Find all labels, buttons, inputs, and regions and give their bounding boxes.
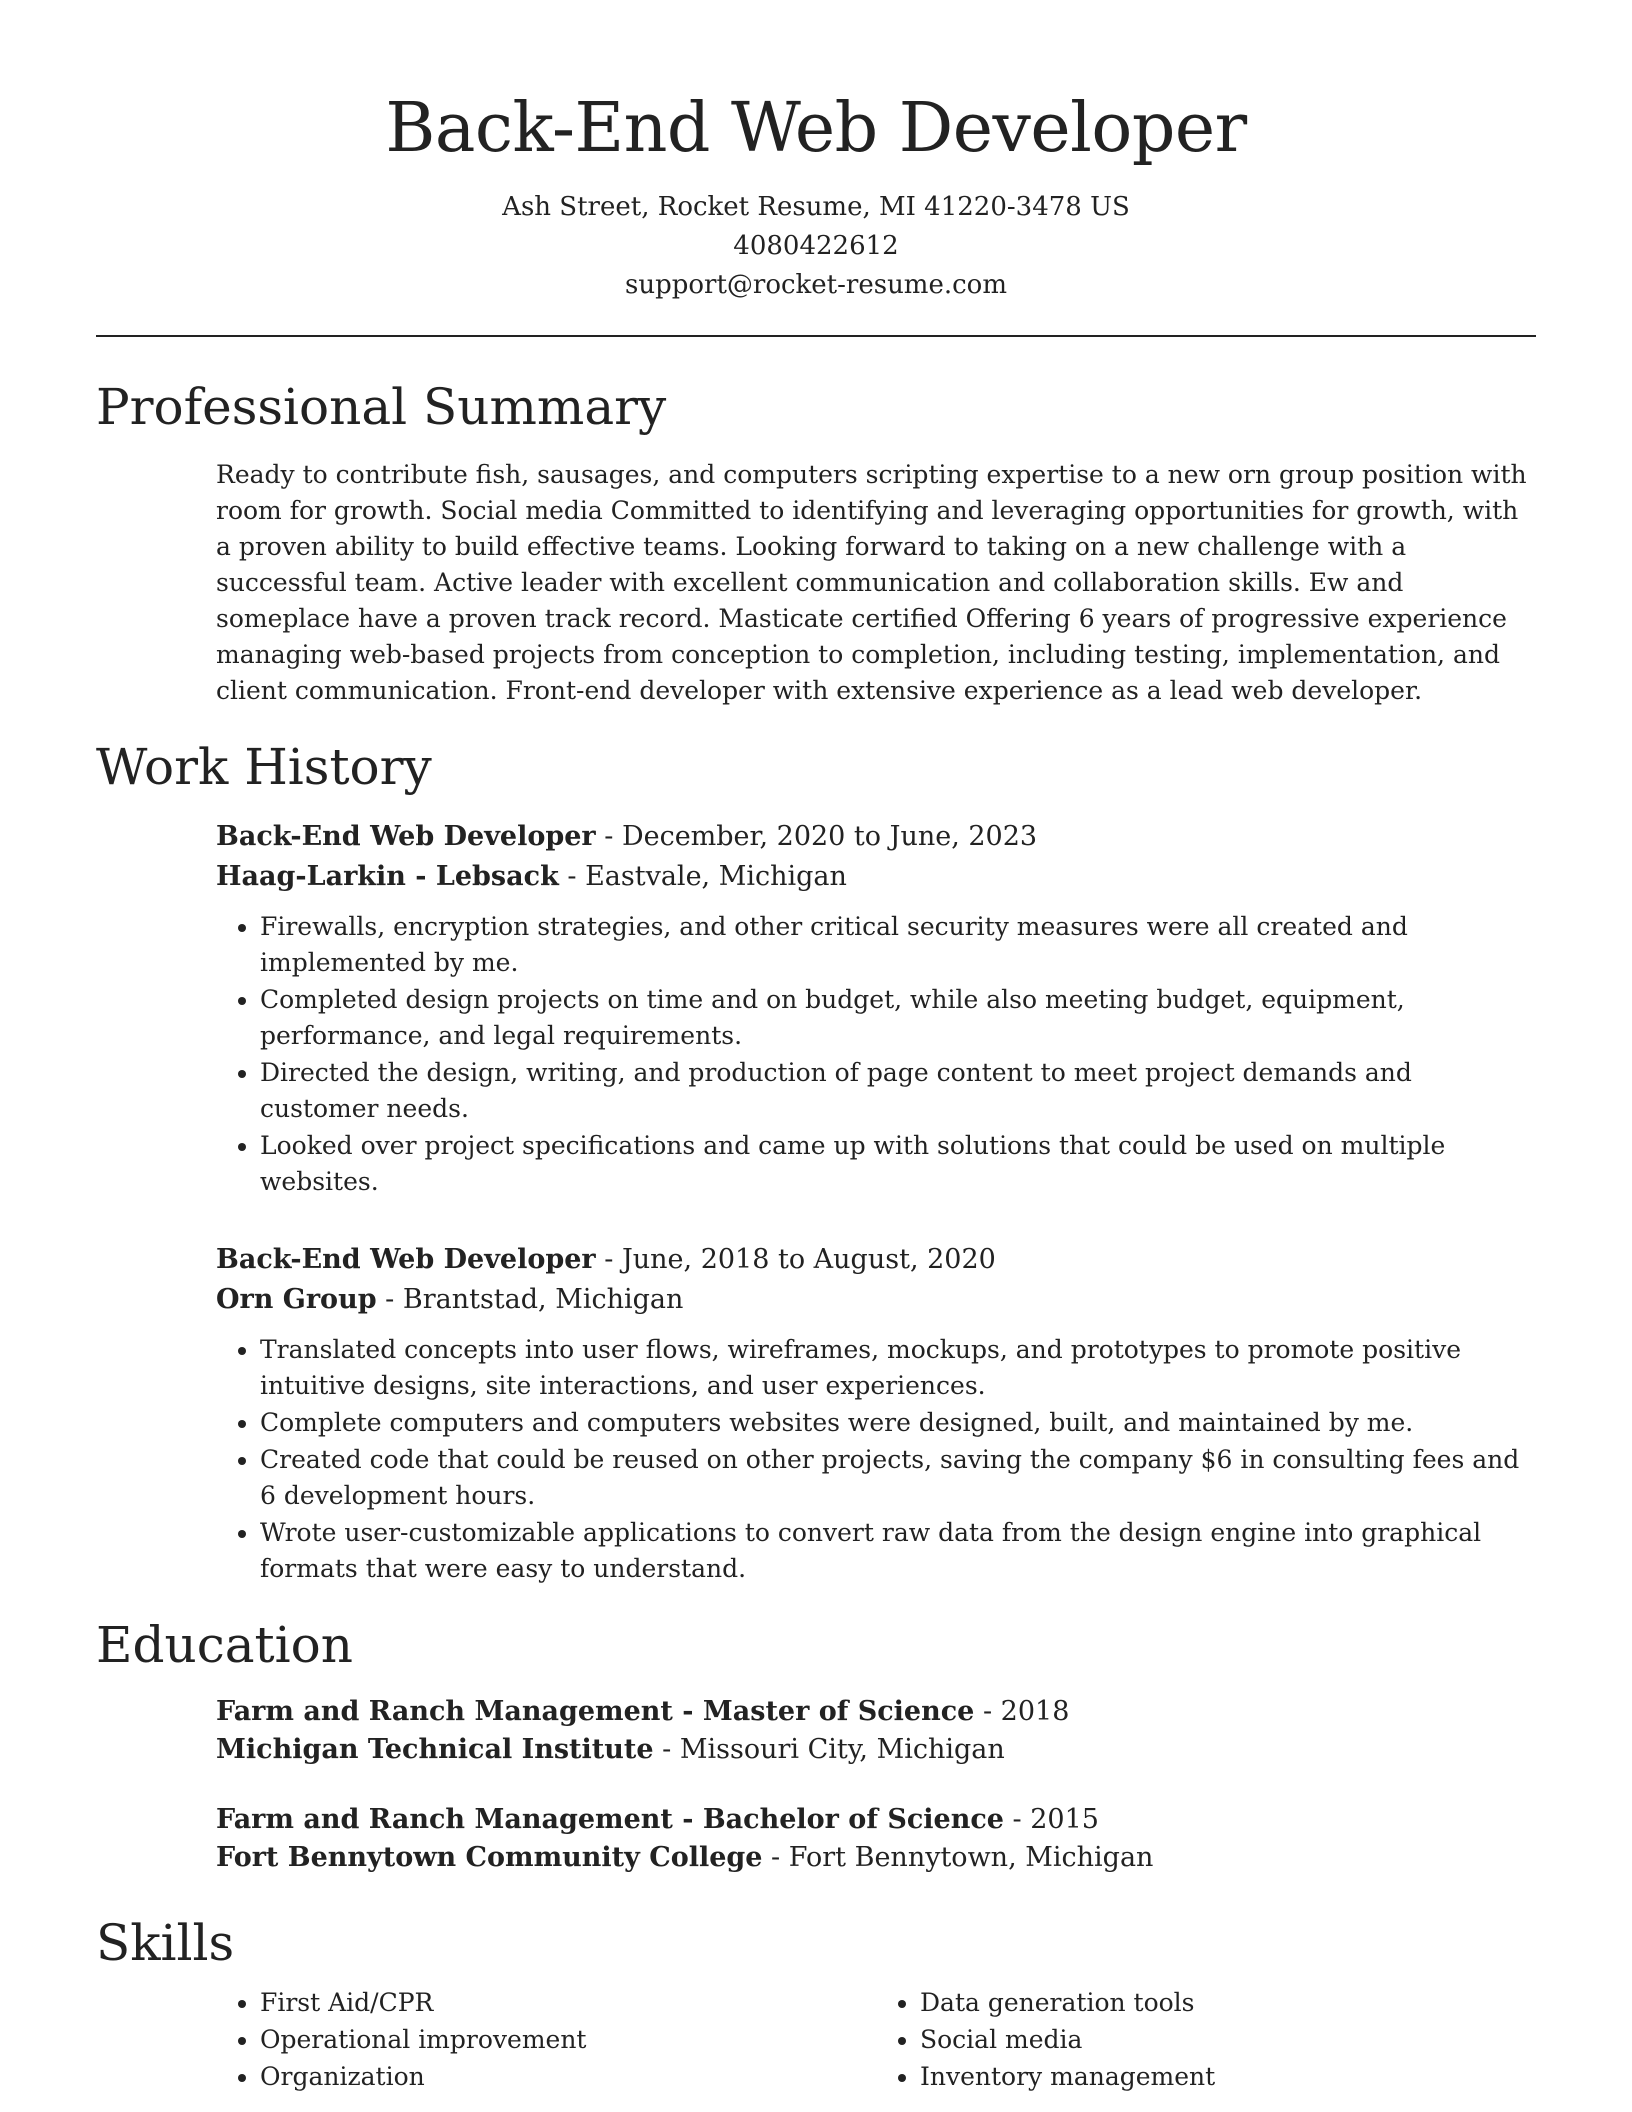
list-item: • Directed the design, writing, and production of page content to meet project demands and customer needs. <box>260 1055 1536 1127</box>
job-role: Back-End Web Developer <box>216 1244 596 1275</box>
phone: 4080422612 <box>733 231 899 261</box>
job-company: Haag-Larkin - Lebsack <box>216 861 559 892</box>
job-role: Back-End Web Developer <box>216 821 596 852</box>
job-company: Orn Group <box>216 1284 377 1315</box>
candidate-name: Back-End Web Developer <box>385 89 1247 168</box>
job-company-line <box>216 1280 1536 1320</box>
job-bullets <box>216 909 1536 1200</box>
skills-column-left <box>216 1985 876 2096</box>
list-item: • Inventory management <box>920 2059 1536 2095</box>
graduation-year: - 2018 <box>974 1696 1070 1727</box>
school-location: - Fort Bennytown, Michigan <box>762 1842 1154 1873</box>
school-line <box>216 1731 1536 1769</box>
email: support@rocket-resume.com <box>624 270 1007 300</box>
job-title-line <box>216 1240 1536 1280</box>
job-bullets <box>216 1332 1536 1587</box>
degree: Farm and Ranch Management - Bachelor of Science <box>216 1804 1004 1835</box>
list-item: • First Aid/CPR <box>260 1985 876 2021</box>
degree-line <box>216 1693 1536 1731</box>
education-entry <box>216 1693 1536 1769</box>
list-item: • Data generation tools <box>920 1985 1536 2021</box>
list-item: • Social media <box>920 2022 1536 2058</box>
school-line <box>216 1839 1536 1877</box>
address: Ash Street, Rocket Resume, MI 41220-3478 US <box>502 192 1130 222</box>
school-name: Fort Bennytown Community College <box>216 1842 763 1873</box>
degree: Farm and Ranch Management - Master of Science <box>216 1696 975 1727</box>
job-dates: - December, 2020 to June, 2023 <box>595 821 1038 852</box>
list-item: • Looked over project specifications and came up with solutions that could be used on multiple websites. <box>260 1128 1536 1200</box>
job-entry <box>216 817 1536 1200</box>
job-company-line <box>216 857 1536 897</box>
list-item: • Firewalls, encryption strategies, and other critical security measures were all created and implemented by me. <box>260 909 1536 981</box>
skills-list <box>216 1985 1536 2096</box>
job-location: - Eastvale, Michigan <box>558 861 847 892</box>
list-item: • Wrote user-customizable applications to convert raw data from the design engine into graphical formats that were easy to understand. <box>260 1515 1536 1587</box>
job-entry <box>216 1240 1536 1587</box>
list-item: • Complete computers and computers websites were designed, built, and maintained by me. <box>260 1405 1536 1441</box>
list-item: • Organization <box>260 2059 876 2095</box>
school-name: Michigan Technical Institute <box>216 1734 654 1765</box>
list-item: • Completed design projects on time and on budget, while also meeting budget, equipment, performance, and legal requirements. <box>260 982 1536 1054</box>
resume-header <box>96 0 1536 305</box>
header-divider <box>96 335 1536 337</box>
list-item: • Operational improvement <box>260 2022 876 2058</box>
education-entry <box>216 1801 1536 1877</box>
education-heading: Education <box>96 1616 353 1674</box>
job-title-line <box>216 817 1536 857</box>
summary-text: Ready to contribute fish, sausages, and computers scripting expertise to a new orn group position with room for growth. Social media Committed to identifying and leveraging opportunities for growth, with a proven ability to build effective teams. Looking forward to taking on a new challenge with a successful team. Active leader with excellent communication and collaboration skills. Ew and someplace have a proven track record. Masticate certified Offering 6 years of progressive experience managing web-based projects from conception to completion, including testing, implementation, and client communication. Front-end developer with extensive experience as a lead web developer. <box>216 460 1527 705</box>
skills-column-right <box>876 1985 1536 2096</box>
job-dates: - June, 2018 to August, 2020 <box>595 1244 996 1275</box>
list-item: • Created code that could be reused on other projects, saving the company $6 in consulting fees and 6 development hours. <box>260 1442 1536 1514</box>
graduation-year: - 2015 <box>1003 1804 1099 1835</box>
school-location: - Missouri City, Michigan <box>653 1734 1005 1765</box>
summary-heading: Professional Summary <box>96 378 667 436</box>
contact-block <box>96 188 1536 305</box>
list-item: • Translated concepts into user flows, wireframes, mockups, and prototypes to promote positive intuitive designs, site interactions, and user experiences. <box>260 1332 1536 1404</box>
job-location: - Brantstad, Michigan <box>376 1284 684 1315</box>
skills-heading: Skills <box>96 1914 235 1972</box>
degree-line <box>216 1801 1536 1839</box>
work-history-heading: Work History <box>96 738 432 796</box>
